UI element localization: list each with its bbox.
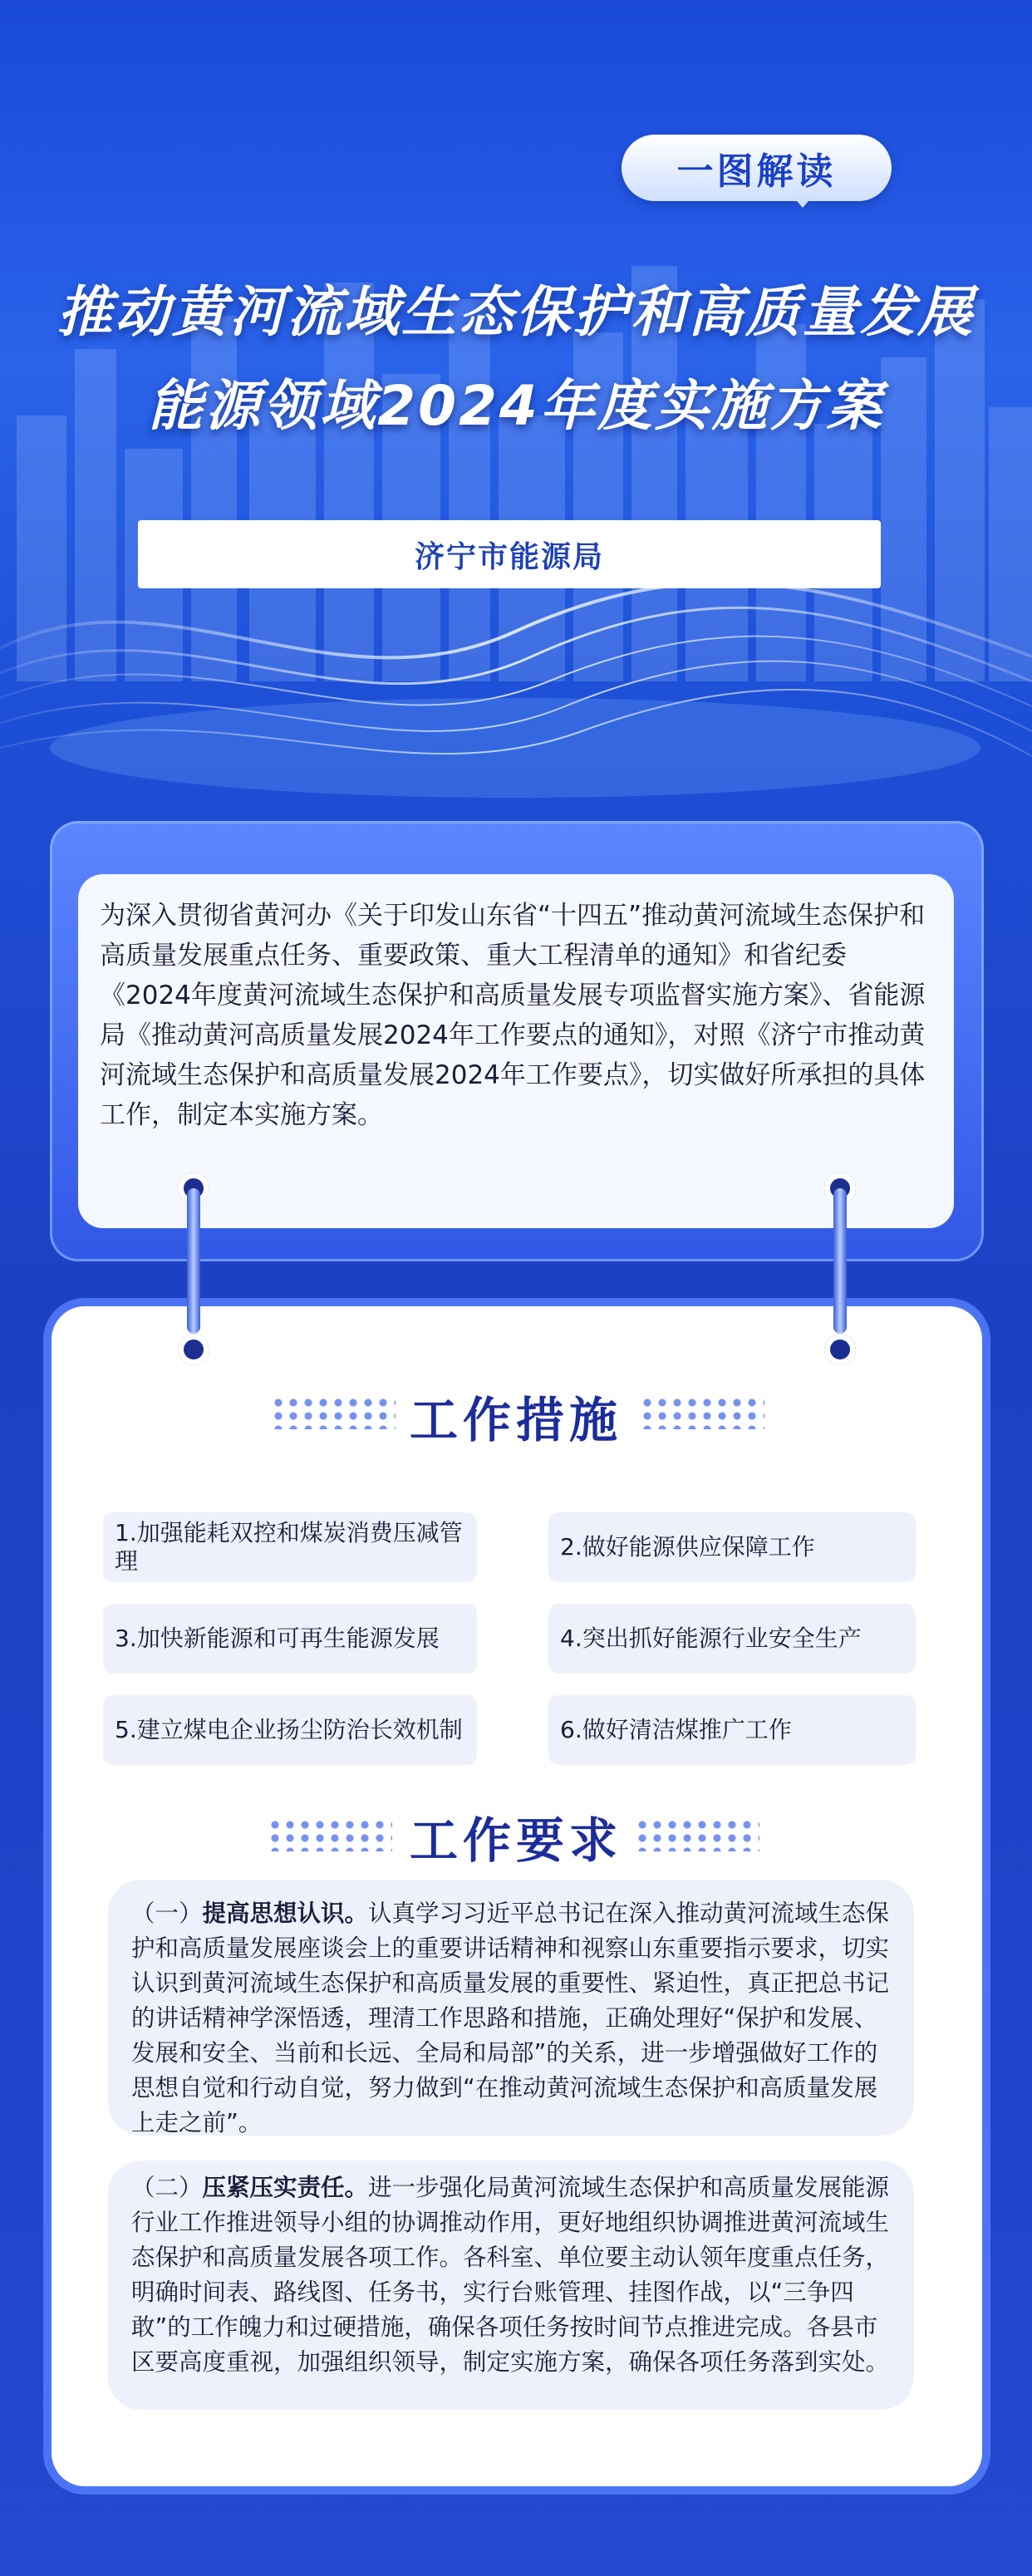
section-title-measures: 工作措施 [409,1392,622,1448]
section-title-requirements: 工作要求 [409,1812,622,1869]
tag-pointer [791,194,814,208]
measure-item: 2.做好能源供应保障工作 [548,1512,916,1582]
requirement-body: 进一步强化局黄河流域生态保护和高质量发展能源行业工作推进领导小组的协调推动作用，更好地组织协调推进黄河流域生态保护和高质量发展各项工作。各科室、单位要主动认领年度重点任务，明确时间表、路线图、任务书，实行台账管理、挂图作战，以“三争四敢”的工作魄力和过硬措施，确保各项任务按时间节点推进完成。各县市区要高度重视，加强组织领导，制定实施方案，确保各项任务落到实处。 [131,2174,890,2376]
measure-item: 3.加快新能源和可再生能源发展 [103,1604,477,1674]
measure-item: 5.建立煤电企业扬尘防治长效机制 [103,1695,477,1765]
requirement-prefix: （二） [131,2174,203,2201]
measure-item: 1.加强能耗双控和煤炭消费压减管理 [103,1512,477,1582]
header-tag-label: 一图解读 [676,150,837,193]
requirement-heading: 压紧压实责任。 [202,2174,369,2201]
header-tag-badge [622,135,892,201]
requirement-text [131,1896,896,2141]
intro-paragraph: 为深入贯彻省黄河办《关于印发山东省“十四五”推动黄河流域生态保护和高质量发展重点任务、重要政策、重大工程清单的通知》和省纪委《2024年度黄河流域生态保护和高质量发展专项监督实施方案》、省能源局《推动黄河高质量发展2024年工作要点的通知》，对照《济宁市推动黄河流域生态保护和高质量发展2024年工作要点》，切实做好所承担的具体工作，制定本实施方案。 [100,901,926,1130]
pin-right-bottom-icon [824,1334,856,1365]
requirement-heading: 提高思想认识。 [202,1900,369,1927]
page-title-line2: 能源领域2024年度实施方案 [148,374,884,438]
requirement-body: 认真学习习近平总书记在深入推动黄河流域生态保护和高质量发展座谈会上的重要讲话精神和视察山东重要指示要求，切实认识到黄河流域生态保护和高质量发展的重要性、紧迫性，真正把总书记的讲话精神学深悟透，理清工作思路和措施，正确处理好“保护和发展、发展和安全、当前和长远、全局和局部”的关系，进一步增强做好工作的思想自觉和行动自觉，努力做到“在推动黄河流域生态保护和高质量发展上走之前”。 [131,1900,890,2136]
requirement-prefix: （一） [131,1900,203,1927]
requirement-text [131,2170,896,2380]
pin-left-bottom-icon [178,1334,209,1365]
organization-name: 济宁市能源局 [414,539,604,574]
page-title-line1: 推动黄河流域生态保护和高质量发展 [57,280,975,344]
organization-banner [138,520,881,588]
rod-right [833,1188,847,1334]
rod-left [187,1188,200,1334]
measure-item: 4.突出抓好能源行业安全生产 [548,1604,916,1674]
measure-item: 6.做好清洁煤推广工作 [548,1695,916,1765]
